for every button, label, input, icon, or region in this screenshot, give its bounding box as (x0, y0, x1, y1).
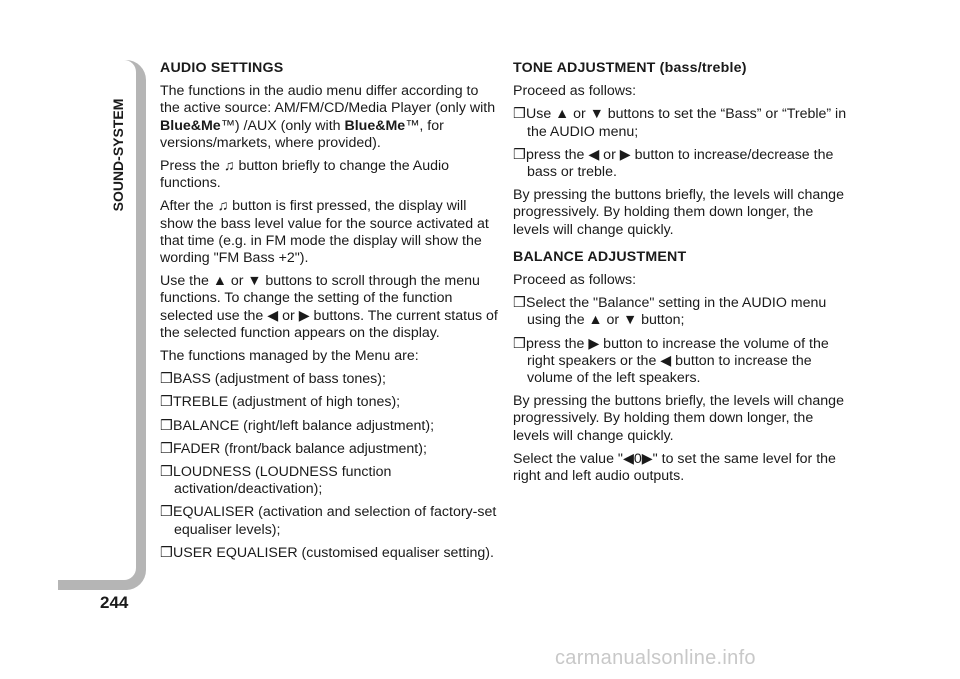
text: " to set the same level for the right and left audio outputs. (513, 450, 836, 485)
text: The functions in the audio menu differ according to the active source: AM/FM/CD/Media Player (only with (160, 83, 496, 117)
list-item-text: BASS (adjustment of bass tones); (173, 371, 386, 388)
list-item (160, 394, 500, 411)
down-arrow-icon: ▼ (247, 273, 262, 290)
left-arrow-icon: ◀ (588, 146, 600, 163)
zero-value: 0 (633, 450, 642, 467)
paragraph-press (160, 158, 500, 192)
left-arrow-icon: ◀ (267, 307, 279, 324)
heading-subtitle: (bass/treble) (655, 60, 747, 76)
text: ™, for versions/markets, where provided). (160, 117, 444, 151)
right-arrow-icon: ▶ (641, 450, 653, 467)
paragraph-functions: The functions managed by the Menu are: (160, 348, 419, 365)
brand-name: Blue&Me (160, 117, 221, 134)
list-item-text: EQUALISER (activation and selection of factory-set equaliser levels); (173, 504, 497, 538)
list-item-text: LOUDNESS (LOUDNESS function activation/deactivation); (173, 464, 392, 498)
text: Press the (160, 158, 224, 175)
tone-intro: Proceed as follows: (513, 83, 637, 100)
text: ™) /AUX (only with (220, 117, 345, 134)
checkbox-icon: ❒ (160, 544, 173, 561)
text: button to increase the volume of the right speakers or the (527, 335, 829, 369)
paragraph-after (160, 198, 500, 267)
functions-list (160, 371, 500, 562)
checkbox-icon: ❒ (160, 394, 173, 411)
watermark: carmanualsonline.info (555, 647, 756, 669)
text: button briefly to change the Audio functions. (160, 158, 450, 192)
tone-paragraph: By pressing the buttons briefly, the levels will change progressively. By holding them down longer, the levels will change quickly. (513, 187, 844, 238)
balance-paragraph: By pressing the buttons briefly, the levels will change progressively. By holding them down longer, the levels will change quickly. (513, 393, 844, 444)
list-item-text: FADER (front/back balance adjustment); (173, 440, 427, 457)
checkbox-icon: ❒ (160, 371, 173, 388)
text: buttons to set the “Bass” or “Treble” in the AUDIO menu; (527, 106, 847, 140)
checkbox-icon: ❒ (513, 295, 526, 312)
list-item (513, 295, 853, 329)
balance-adjustment-heading: BALANCE ADJUSTMENT (513, 248, 687, 265)
text: or (602, 312, 624, 329)
list-item (513, 147, 853, 181)
text: Use the (160, 273, 213, 290)
text: or (278, 307, 299, 324)
list-item (160, 504, 500, 538)
text: Select the value " (513, 450, 623, 467)
checkbox-icon: ❒ (513, 106, 526, 123)
paragraph-sources (160, 83, 500, 152)
text: After the (160, 198, 218, 215)
left-arrow-icon: ◀ (622, 450, 634, 467)
list-item (160, 464, 500, 498)
list-item-text: USER EQUALISER (customised equaliser setting). (173, 544, 494, 561)
checkbox-icon: ❒ (513, 335, 526, 352)
text: button; (637, 312, 685, 329)
music-note-icon: ♫ (217, 198, 229, 215)
heading-text: TONE ADJUSTMENT (513, 60, 656, 76)
tone-adjustment-heading (513, 60, 853, 77)
text: or (226, 273, 248, 290)
right-arrow-icon: ▶ (588, 335, 600, 352)
left-column (160, 60, 500, 568)
checkbox-icon: ❒ (513, 146, 526, 163)
balance-intro: Proceed as follows: (513, 272, 637, 289)
list-item-text: BALANCE (right/left balance adjustment); (173, 417, 435, 434)
checkbox-icon: ❒ (160, 417, 173, 434)
section-label: SOUND-SYSTEM (110, 98, 126, 212)
list-item (160, 371, 500, 388)
checkbox-icon: ❒ (160, 464, 173, 481)
down-arrow-icon: ▼ (623, 312, 638, 329)
audio-settings-heading: AUDIO SETTINGS (160, 60, 284, 76)
up-arrow-icon: ▲ (555, 106, 570, 123)
up-arrow-icon: ▲ (588, 312, 603, 329)
list-item (513, 106, 853, 140)
down-arrow-icon: ▼ (589, 106, 604, 123)
text: button to increase/decrease the bass or treble. (527, 146, 834, 181)
text: press the (526, 335, 589, 352)
right-arrow-icon: ▶ (298, 307, 310, 324)
checkbox-icon: ❒ (160, 504, 173, 521)
text: button to increase the volume of the left speakers. (527, 352, 812, 387)
list-item (513, 336, 853, 388)
list-item (160, 418, 500, 435)
text: press the (526, 146, 589, 163)
list-item-text: TREBLE (adjustment of high tones); (173, 394, 401, 411)
text: buttons. The current status of the selected function appears on the display. (160, 307, 498, 341)
page-number: 244 (100, 593, 129, 612)
text: buttons to scroll through the menu functions. To change the setting of the function selected use the (160, 273, 480, 324)
text: Select the "Balance" setting in the AUDIO menu using the (526, 295, 827, 329)
list-item (160, 545, 500, 562)
checkbox-icon: ❒ (160, 440, 173, 457)
right-arrow-icon: ▶ (619, 146, 631, 163)
left-arrow-icon: ◀ (660, 352, 672, 369)
up-arrow-icon: ▲ (212, 273, 227, 290)
text: button is first pressed, the display will show the bass level value for the source activated at that time (e.g. in FM mode the display will show the wording "FM Bass +2"). (160, 198, 489, 267)
balance-value-paragraph (513, 451, 853, 485)
text: Use (526, 106, 556, 123)
text: or (569, 106, 590, 123)
text: or (599, 146, 620, 163)
paragraph-use (160, 273, 500, 342)
music-note-icon: ♫ (223, 158, 235, 175)
list-item (160, 441, 500, 458)
brand-name: Blue&Me (344, 117, 406, 134)
right-column (513, 60, 853, 491)
